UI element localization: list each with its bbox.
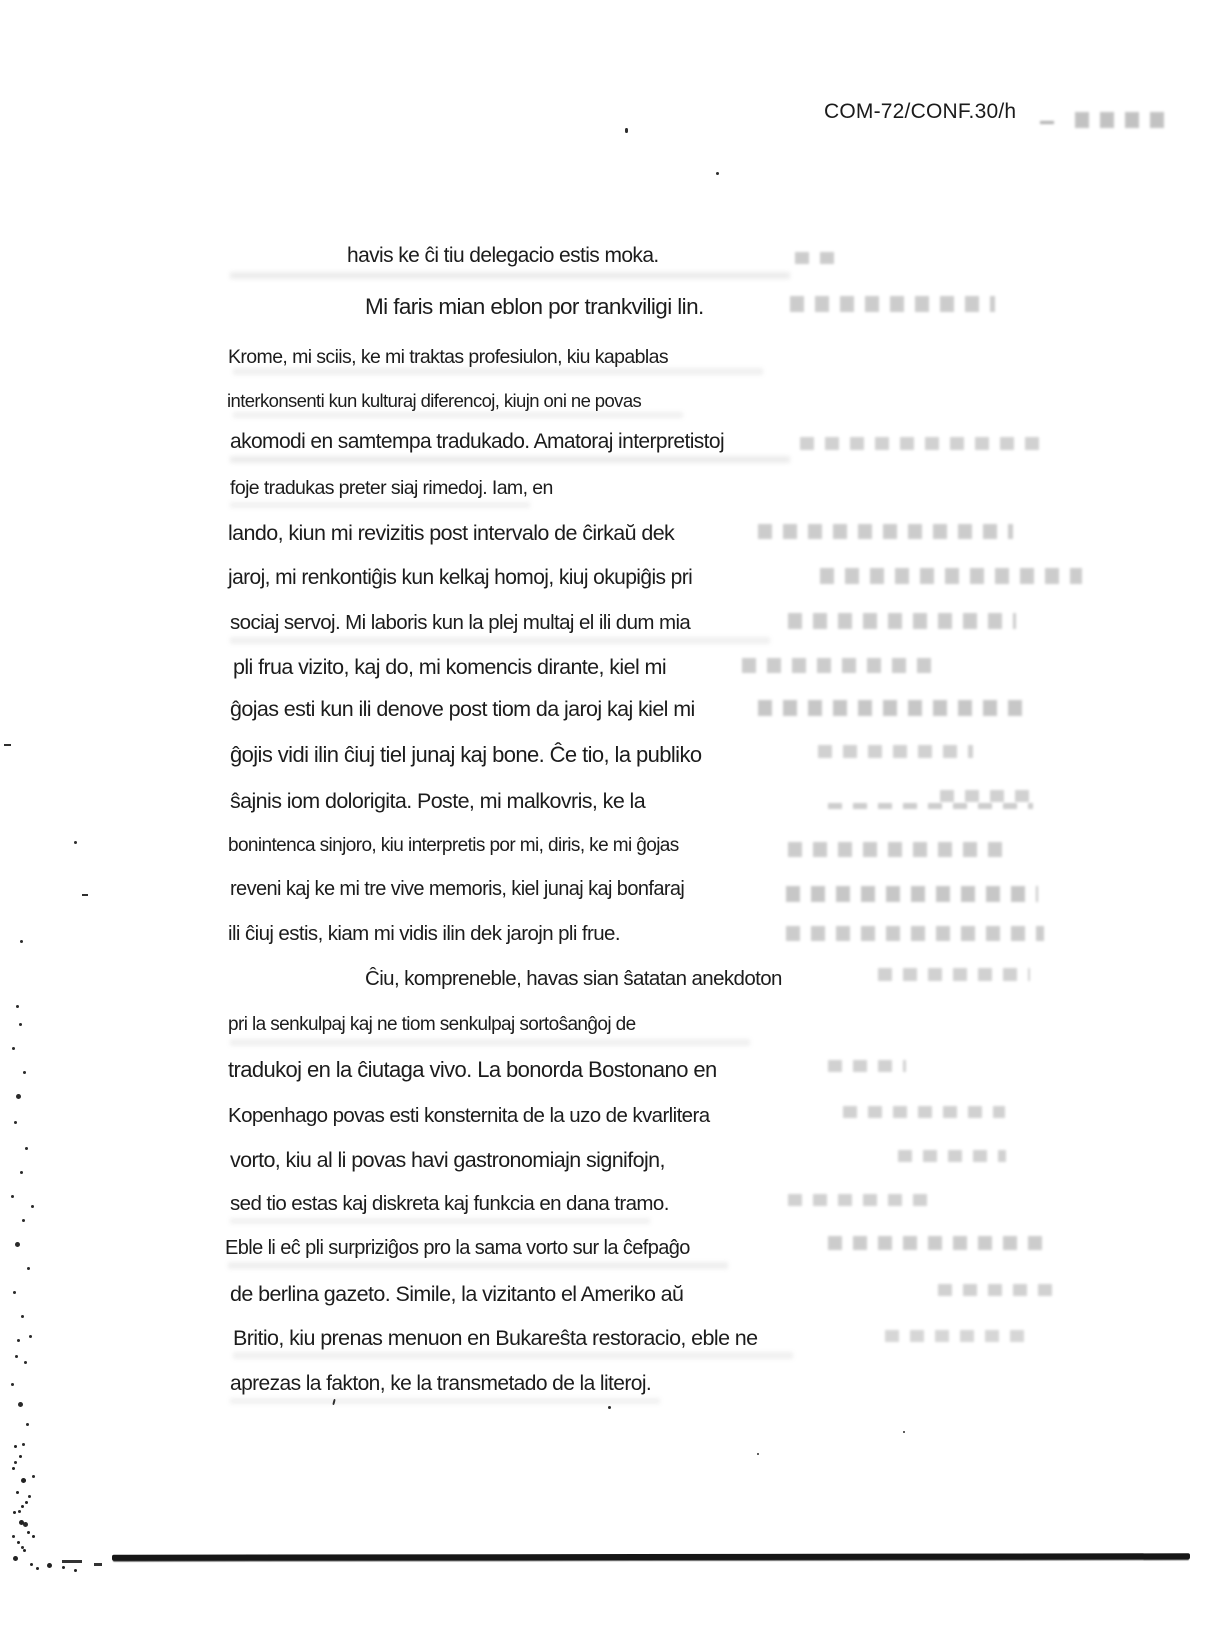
scan-artifact <box>230 1218 650 1224</box>
text-line: bonintenca sinjoro, kiu interpretis por mi, diris, ke mi ĝojas <box>228 835 679 856</box>
scan-noise <box>16 1005 19 1008</box>
scan-artifact <box>230 1039 750 1046</box>
scan-artifact <box>828 1236 1046 1250</box>
text-line: interkonsenti kun kulturaj diferencoj, kiujn oni ne povas <box>227 390 642 411</box>
scan-artifact <box>608 1406 611 1409</box>
scan-artifact <box>62 1560 82 1563</box>
scan-artifact <box>788 613 1016 629</box>
document-reference: COM-72/CONF.30/h <box>824 100 1017 123</box>
scan-artifact <box>878 968 1030 981</box>
text-line: jaroj, mi renkontiĝis kun kelkaj homoj, kiuj okupiĝis pri <box>228 566 693 589</box>
scan-artifact <box>757 1453 759 1455</box>
scan-artifact <box>20 940 23 943</box>
text-line: akomodi en samtempa tradukado. Amatoraj interpretistoj <box>230 430 725 453</box>
scan-artifact <box>230 502 530 508</box>
text-line: vorto, kiu al li povas havi gastronomiajn signifojn, <box>230 1148 665 1172</box>
text-line: lando, kiun mi revizitis post intervalo de ĉirkaŭ dek <box>228 521 675 545</box>
text-line: tradukoj en la ĉiutaga vivo. La bonorda Bostonano en <box>228 1057 717 1082</box>
text-line: reveni kaj ke mi tre vive memoris, kiel junaj kaj bonfaraj <box>230 878 685 900</box>
text-line: Ĉiu, kompreneble, havas sian ŝatatan anekdoton <box>365 967 782 990</box>
bottom-rule <box>112 1553 1190 1561</box>
text-line: aprezas la fakton, ke la transmetado de la literoj. <box>230 1372 652 1395</box>
scan-artifact <box>795 252 843 264</box>
scan-artifact <box>4 744 11 746</box>
scan-artifact <box>786 926 1044 941</box>
scan-artifact <box>790 296 995 312</box>
text-line: Krome, mi sciis, ke mi traktas profesiulon, kiu kapablas <box>228 346 668 368</box>
scan-artifact <box>800 437 1050 450</box>
scan-artifact <box>74 841 77 844</box>
text-line: pli frua vizito, kaj do, mi komencis dirante, kiel mi <box>233 655 667 679</box>
scan-artifact <box>938 1284 1056 1296</box>
scan-artifact <box>742 658 937 673</box>
scan-artifact <box>233 368 763 375</box>
scan-artifact <box>1040 121 1056 124</box>
scan-artifact <box>940 790 1032 802</box>
text-line: sed tio estas kaj diskreta kaj funkcia en dana tramo. <box>230 1192 669 1215</box>
scan-artifact <box>885 1330 1035 1342</box>
scan-artifact <box>1075 112 1167 128</box>
text-line: sociaj servoj. Mi laboris kun la plej multaj el ili dum mia <box>230 611 691 634</box>
scan-artifact <box>898 1150 1006 1162</box>
scan-artifact <box>230 272 790 279</box>
scan-artifact <box>786 886 1038 902</box>
scan-artifact <box>625 128 628 133</box>
scan-artifact <box>828 803 1033 809</box>
scan-artifact <box>716 172 719 175</box>
text-line: pri la senkulpaj kaj ne tiom senkulpaj sortoŝanĝoj de <box>228 1014 636 1035</box>
scan-artifact <box>903 1431 905 1433</box>
scan-artifact <box>820 568 1082 584</box>
scan-artifact <box>230 637 770 644</box>
scan-artifact <box>788 1194 936 1206</box>
scan-artifact <box>788 842 1006 857</box>
scan-artifact <box>230 1398 660 1404</box>
scan-artifact <box>233 412 683 418</box>
scan-artifact <box>828 1060 906 1072</box>
text-line: ili ĉiuj estis, kiam mi vidis ilin dek jarojn pli frue. <box>228 922 620 945</box>
scan-artifact <box>758 524 1013 539</box>
scan-noise <box>14 1445 17 1448</box>
text-line: havis ke ĉi tiu delegacio estis moka. <box>347 244 659 267</box>
scan-artifact <box>230 456 790 463</box>
text-line: ŝajnis iom dolorigita. Poste, mi malkovris, ke la <box>230 789 646 813</box>
text-line: Kopenhago povas esti konsternita de la uzo de kvarlitera <box>228 1104 710 1127</box>
text-line: Eble li eĉ pli surpriziĝos pro la sama vorto sur la ĉefpaĝo <box>225 1237 690 1259</box>
scan-artifact <box>228 1262 728 1269</box>
text-line: Mi faris mian eblon por trankviligi lin. <box>365 294 704 319</box>
scan-artifact <box>82 894 88 896</box>
text-line: de berlina gazeto. Simile, la vizitanto el Ameriko aŭ <box>230 1282 684 1306</box>
scan-artifact <box>843 1106 1005 1118</box>
text-line: ĝojis vidi ilin ĉiuj tiel junaj kaj bone. Ĉe tio, la publiko <box>230 742 702 767</box>
scan-artifact <box>758 700 1030 716</box>
scan-artifact <box>233 1352 793 1359</box>
scan-artifact <box>818 745 973 758</box>
text-line: foje tradukas preter siaj rimedoj. Iam, en <box>230 477 553 499</box>
text-line: Britio, kiu prenas menuon en Bukareŝta restoracio, eble ne <box>233 1326 758 1350</box>
scan-artifact <box>94 1563 102 1566</box>
text-line: ĝojas esti kun ili denove post tiom da jaroj kaj kiel mi <box>230 697 695 721</box>
